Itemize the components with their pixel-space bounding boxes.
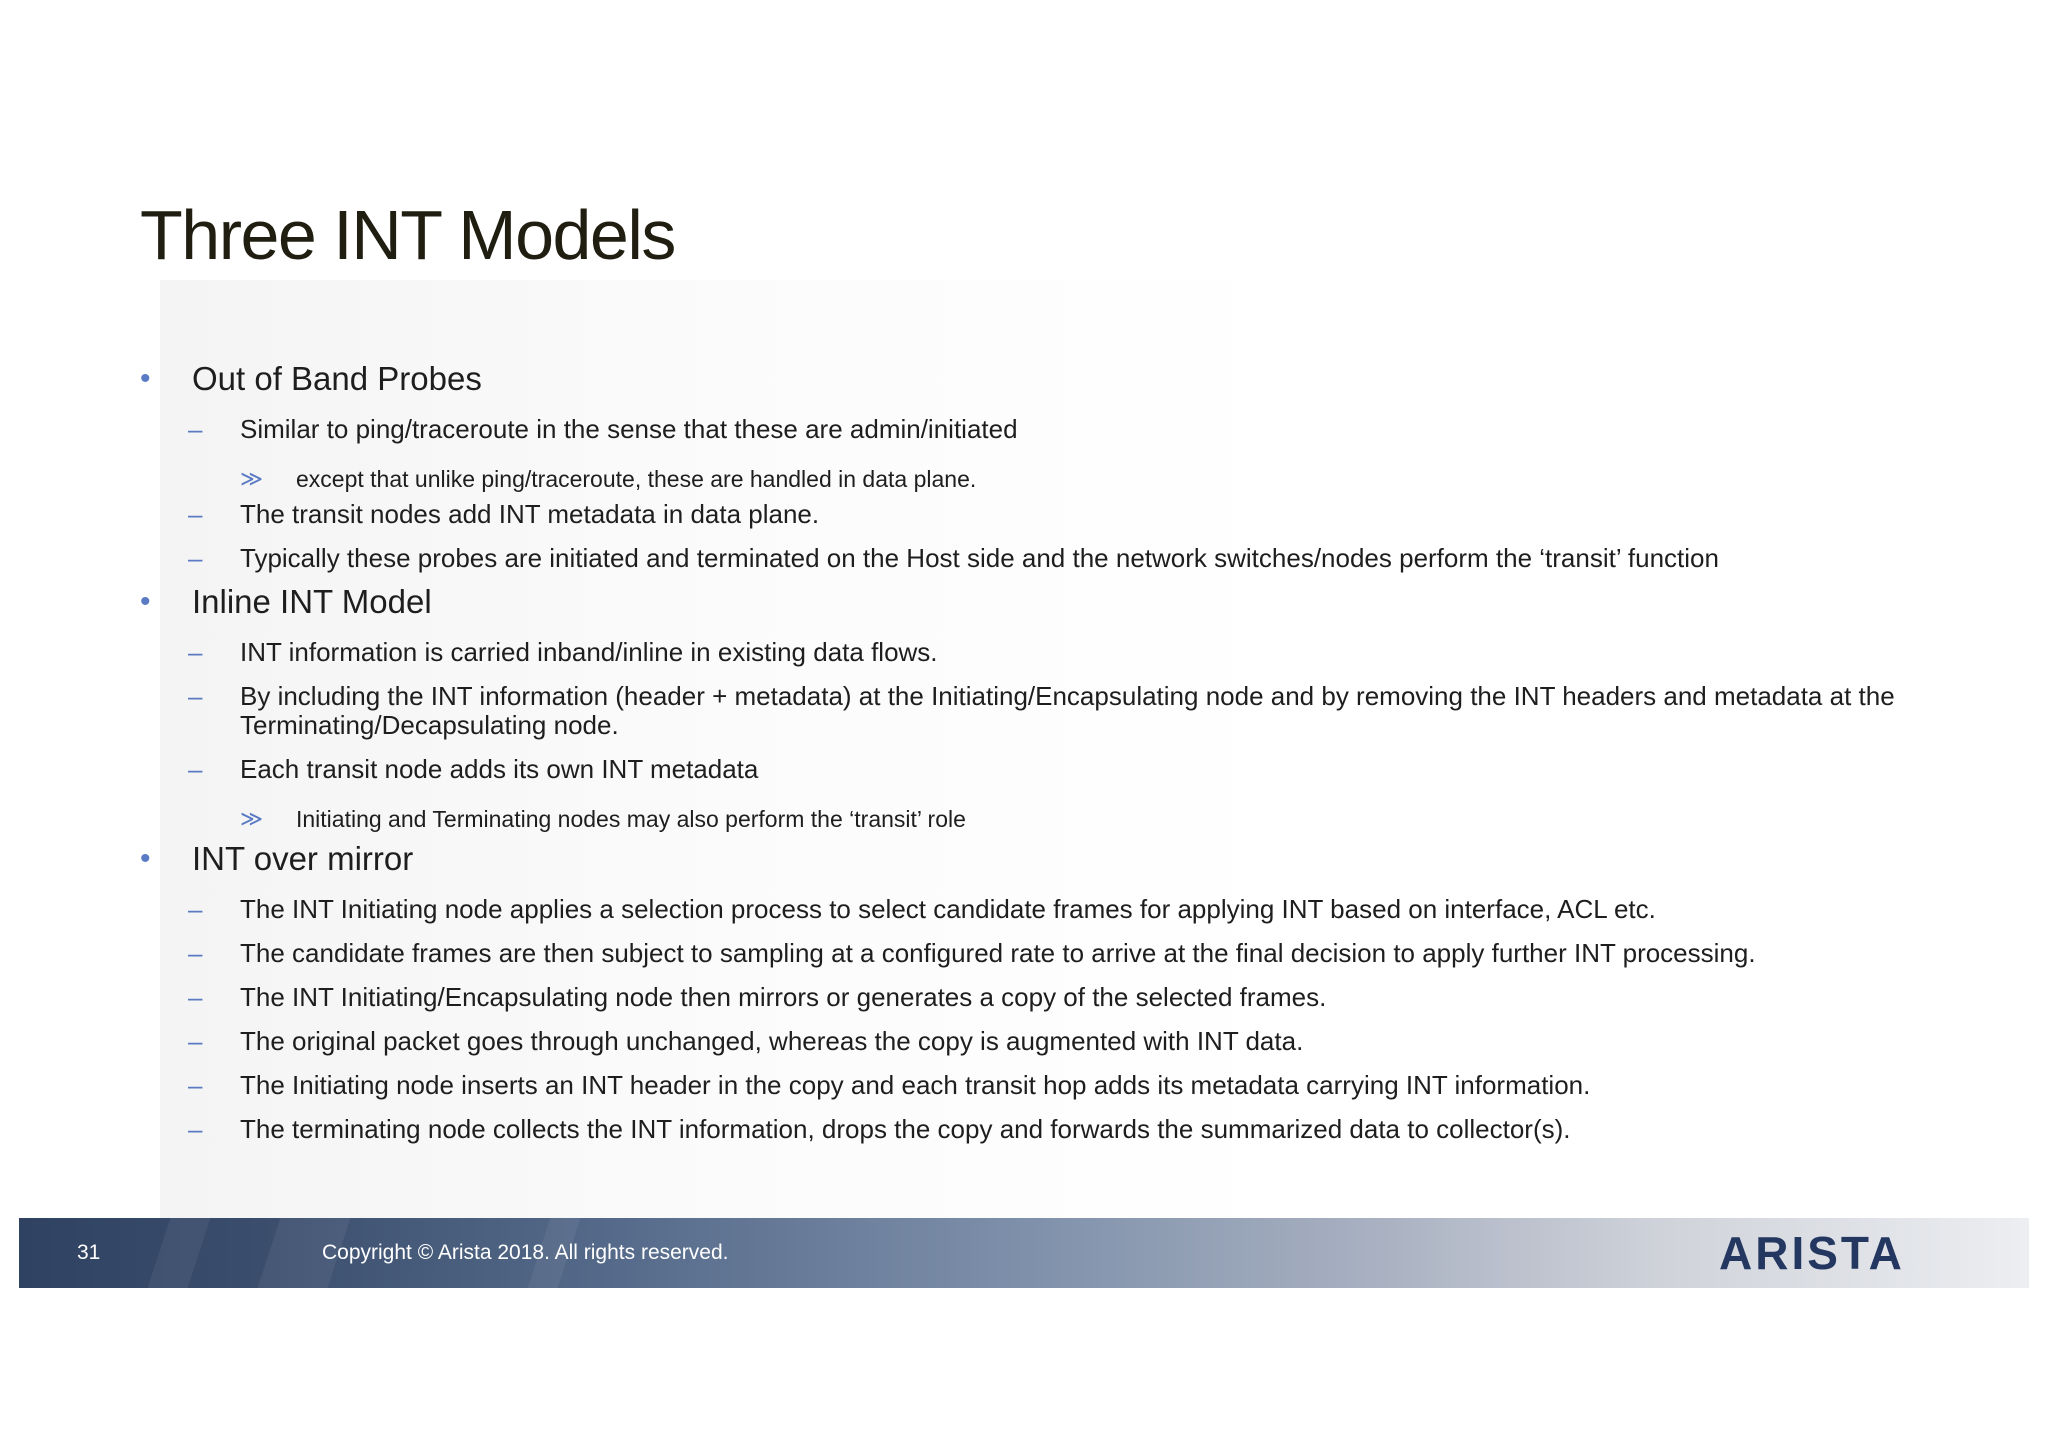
sub-bullet-text: Similar to ping/traceroute in the sense that these are admin/initiated xyxy=(240,414,1018,444)
sub-bullet xyxy=(140,755,2000,784)
page-number: 31 xyxy=(77,1241,101,1264)
dash-icon: – xyxy=(188,1070,203,1100)
bullet-list xyxy=(140,358,2000,1144)
sub-bullet-text: The INT Initiating/Encapsulating node then mirrors or generates a copy of the selected frames. xyxy=(240,982,1327,1012)
sub-bullet xyxy=(140,983,2000,1012)
sub-sub-bullet-text: except that unlike ping/traceroute, these are handled in data plane. xyxy=(296,466,977,492)
bullet-dot-icon: • xyxy=(140,585,151,618)
sub-bullet xyxy=(140,895,2000,924)
double-chevron-icon: ≫ xyxy=(240,806,264,831)
sub-bullet-text: Each transit node adds its own INT metadata xyxy=(240,754,759,784)
dash-icon: – xyxy=(188,938,203,968)
double-chevron-icon: ≫ xyxy=(240,466,264,491)
sub-bullet xyxy=(140,500,2000,529)
sub-bullet-text: Typically these probes are initiated and terminated on the Host side and the network switches/nodes perform the ‘transit’ function xyxy=(240,543,1719,573)
sub-bullet-text: The candidate frames are then subject to sampling at a configured rate to arrive at the final decision to apply further INT processing. xyxy=(240,938,1756,968)
dash-icon: – xyxy=(188,414,203,444)
sub-bullet-text: The original packet goes through unchanged, whereas the copy is augmented with INT data. xyxy=(240,1026,1304,1056)
bullet-int-over-mirror xyxy=(140,838,2000,880)
sub-bullet xyxy=(140,544,2000,573)
sub-bullet xyxy=(140,1027,2000,1056)
arista-logo: ARISTA xyxy=(1719,1227,1905,1279)
bullet-heading: Inline INT Model xyxy=(192,583,432,620)
sub-bullet-text: The Initiating node inserts an INT header in the copy and each transit hop adds its metadata carrying INT information. xyxy=(240,1070,1591,1100)
sub-bullet-text: The INT Initiating node applies a selection process to select candidate frames for applying INT based on interface, ACL etc. xyxy=(240,894,1656,924)
sub-bullet-text: By including the INT information (header + metadata) at the Initiating/Encapsulating node and by removing the INT headers and metadata at the Terminating/Decapsulating node. xyxy=(240,681,1895,740)
footer-decoration xyxy=(148,1218,211,1288)
sub-bullet xyxy=(140,682,2000,740)
slide-title: Three INT Models xyxy=(140,196,675,274)
dash-icon: – xyxy=(188,1114,203,1144)
sub-bullet xyxy=(140,1115,2000,1144)
sub-bullet-text: The terminating node collects the INT information, drops the copy and forwards the summarized data to collector(s). xyxy=(240,1114,1571,1144)
bullet-dot-icon: • xyxy=(140,842,151,875)
dash-icon: – xyxy=(188,894,203,924)
sub-bullet xyxy=(140,1071,2000,1100)
bullet-heading: Out of Band Probes xyxy=(192,360,482,397)
copyright-text: Copyright © Arista 2018. All rights reserved. xyxy=(322,1241,729,1264)
sub-bullet xyxy=(140,939,2000,968)
dash-icon: – xyxy=(188,681,203,711)
bullet-out-of-band-probes xyxy=(140,358,2000,400)
bullet-inline-int-model xyxy=(140,581,2000,623)
sub-bullet xyxy=(140,638,2000,667)
dash-icon: – xyxy=(188,1026,203,1056)
sub-sub-bullet xyxy=(140,805,2000,833)
bullet-dot-icon: • xyxy=(140,362,151,395)
dash-icon: – xyxy=(188,982,203,1012)
sub-sub-bullet-text: Initiating and Terminating nodes may also perform the ‘transit’ role xyxy=(296,806,966,832)
dash-icon: – xyxy=(188,637,203,667)
bullet-heading: INT over mirror xyxy=(192,840,414,877)
sub-bullet-text: The transit nodes add INT metadata in data plane. xyxy=(240,499,820,529)
footer-bar xyxy=(19,1218,2029,1288)
sub-bullet xyxy=(140,415,2000,444)
dash-icon: – xyxy=(188,543,203,573)
dash-icon: – xyxy=(188,499,203,529)
dash-icon: – xyxy=(188,754,203,784)
sub-bullet-text: INT information is carried inband/inline in existing data flows. xyxy=(240,637,938,667)
sub-sub-bullet xyxy=(140,465,2000,493)
